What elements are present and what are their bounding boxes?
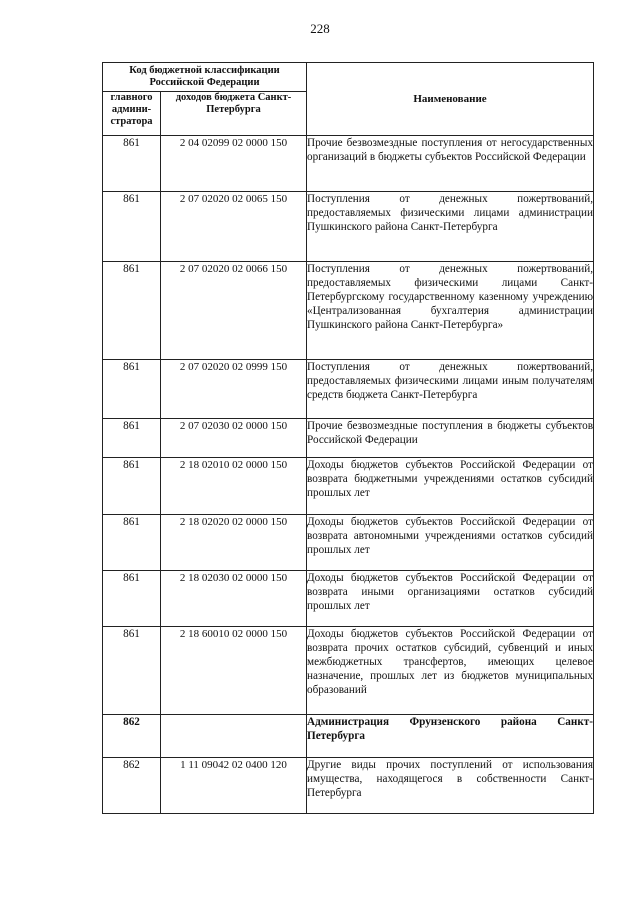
income-code: 2 07 02020 02 0065 150	[161, 192, 307, 262]
income-code: 2 18 02020 02 0000 150	[161, 515, 307, 571]
admin-code: 861	[103, 136, 161, 192]
income-code: 2 04 02099 02 0000 150	[161, 136, 307, 192]
income-name: Прочие безвозмездные поступления от негосударственных организаций в бюджеты субъектов Российской Федерации	[307, 136, 594, 192]
income-column-header: доходов бюджета Санкт-Петербурга	[161, 92, 307, 136]
admin-code: 861	[103, 627, 161, 715]
income-code: 2 07 02020 02 0066 150	[161, 262, 307, 360]
admin-code: 862	[103, 758, 161, 814]
table-row	[103, 360, 594, 419]
admin-code: 861	[103, 360, 161, 419]
income-code: 1 11 09042 02 0400 120	[161, 758, 307, 814]
income-code: 2 18 02010 02 0000 150	[161, 458, 307, 515]
income-name: Поступления от денежных пожертвований, предоставляемых физическими лицами иным получателям средств бюджета Санкт-Петербурга	[307, 360, 594, 419]
budget-classification-table	[102, 62, 594, 814]
income-code: 2 18 02030 02 0000 150	[161, 571, 307, 627]
administrator-name: Администрация Фрунзенского района Санкт-Петербурга	[307, 715, 594, 758]
admin-code: 862	[103, 715, 161, 758]
income-code: 2 07 02020 02 0999 150	[161, 360, 307, 419]
admin-code: 861	[103, 515, 161, 571]
income-name: Поступления от денежных пожертвований, предоставляемых физическими лицами Санкт-Петербургскому государственному казенному учреждению «Централизованная бухгалтерия администрации Пушкинского района Санкт-Петербурга»	[307, 262, 594, 360]
income-name: Доходы бюджетов субъектов Российской Федерации от возврата автономными учреждениями остатков субсидий прошлых лет	[307, 515, 594, 571]
table-row	[103, 192, 594, 262]
name-column-header: Наименование	[307, 63, 594, 136]
admin-code: 861	[103, 419, 161, 458]
income-name: Доходы бюджетов субъектов Российской Федерации от возврата бюджетными учреждениями остатков субсидий прошлых лет	[307, 458, 594, 515]
income-name: Поступления от денежных пожертвований, предоставляемых физическими лицами администрации Пушкинского района Санкт-Петербурга	[307, 192, 594, 262]
table-row	[103, 515, 594, 571]
admin-column-header: главного админи-стратора	[103, 92, 161, 136]
income-name: Прочие безвозмездные поступления в бюджеты субъектов Российской Федерации	[307, 419, 594, 458]
table-row	[103, 262, 594, 360]
page-number: 228	[310, 21, 330, 36]
table-row-section	[103, 715, 594, 758]
table-row	[103, 136, 594, 192]
table-row	[103, 627, 594, 715]
income-name: Другие виды прочих поступлений от использования имущества, находящегося в собственности Санкт-Петербурга	[307, 758, 594, 814]
table-row	[103, 571, 594, 627]
income-code: 2 18 60010 02 0000 150	[161, 627, 307, 715]
admin-code: 861	[103, 262, 161, 360]
income-code	[161, 715, 307, 758]
admin-code: 861	[103, 458, 161, 515]
code-group-header: Код бюджетной классификации Российской Федерации	[103, 63, 307, 92]
admin-code: 861	[103, 192, 161, 262]
table-row	[103, 458, 594, 515]
table-row	[103, 419, 594, 458]
income-name: Доходы бюджетов субъектов Российской Федерации от возврата иными организациями остатков субсидий прошлых лет	[307, 571, 594, 627]
table-row	[103, 758, 594, 814]
admin-code: 861	[103, 571, 161, 627]
income-code: 2 07 02030 02 0000 150	[161, 419, 307, 458]
income-name: Доходы бюджетов субъектов Российской Федерации от возврата прочих остатков субсидий, субвенций и иных межбюджетных трансфертов, имеющих целевое назначение, прошлых лет из бюджетов муниципальных образований	[307, 627, 594, 715]
